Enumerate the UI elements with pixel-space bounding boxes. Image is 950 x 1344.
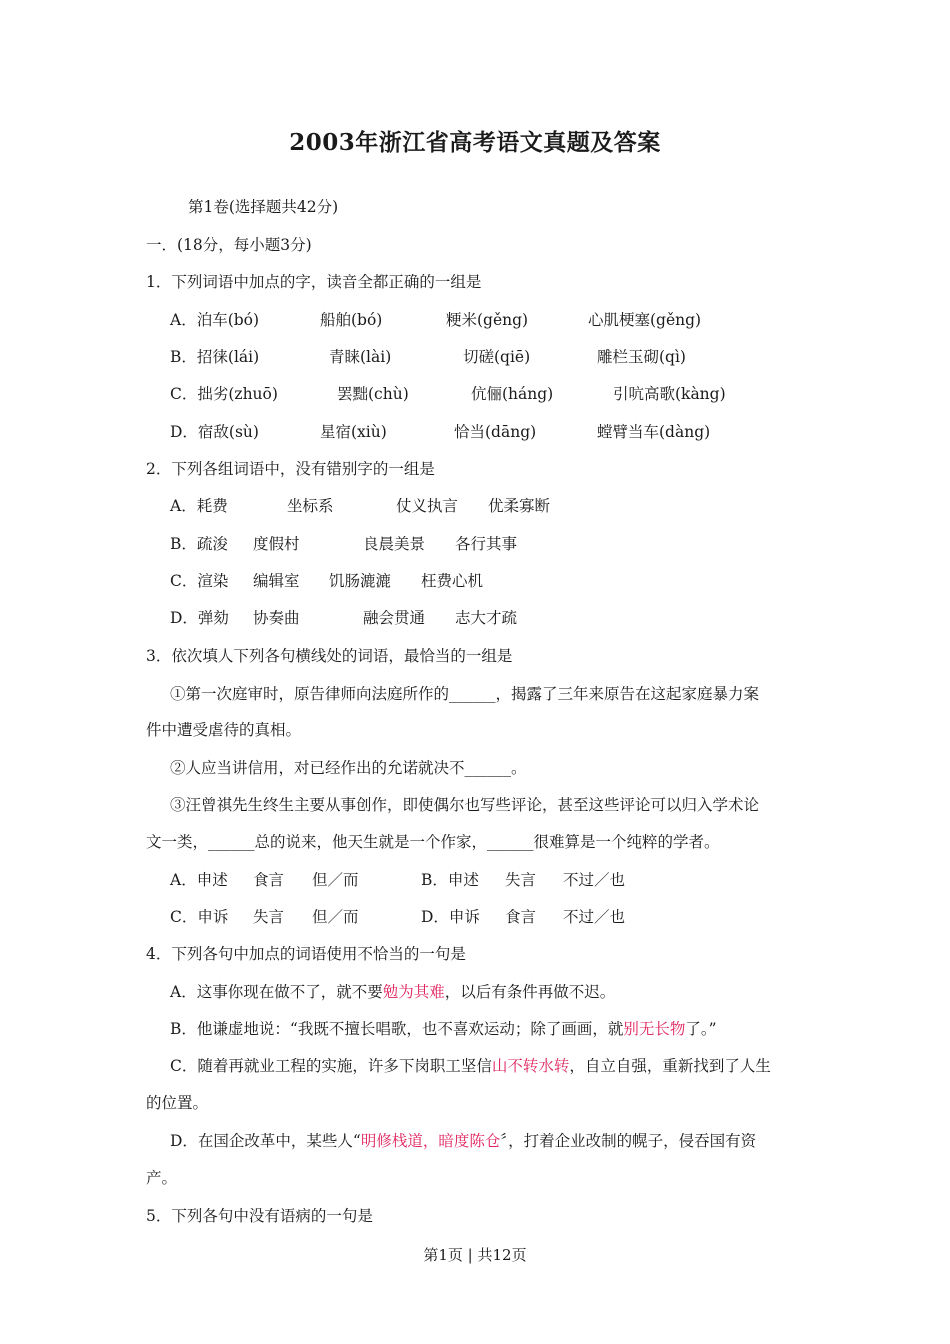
- option-cell: 枉费心机: [421, 572, 484, 590]
- question-4-option-b: [170, 1019, 717, 1039]
- option-cell: 不过／也: [563, 871, 626, 889]
- highlighted-phrase: 勉为其难: [382, 983, 445, 1001]
- highlighted-phrase: 别无长物: [623, 1020, 686, 1038]
- question-4-option-c: [170, 1056, 771, 1076]
- option-cell: A．泊车(bó): [170, 311, 260, 329]
- page-title: 2003年浙江省高考语文真题及答案: [289, 129, 661, 156]
- option-cell: 融会贯通: [363, 609, 426, 627]
- option-cell: 切磋(qiē): [463, 348, 531, 366]
- option-cell: 饥肠漉漉: [329, 572, 392, 590]
- option-cell: B．申述: [421, 871, 479, 889]
- option-cell: 食言: [253, 871, 285, 889]
- part-heading: 一．(18分，每小题3分): [146, 236, 312, 254]
- question-3-sentence-3-cont: 文一类，______总的说来，他天生就是一个作家，______很难算是一个纯粹的学者。: [146, 833, 720, 851]
- question-3-option-row-2: [170, 907, 870, 927]
- option-cell: A．申述: [170, 871, 228, 889]
- question-4-option-d-cont: 产。: [146, 1169, 178, 1187]
- option-cell: 罢黜(chù): [337, 385, 409, 403]
- highlighted-phrase: 山不转水转: [491, 1057, 570, 1075]
- option-cell: 失言: [505, 871, 537, 889]
- option-cell: A．耗费: [170, 497, 228, 515]
- question-1-stem: 1．下列词语中加点的字，读音全都正确的一组是: [146, 273, 482, 291]
- option-cell: 恰当(dāng): [454, 423, 537, 441]
- question-3-stem: 3．依次填人下列各句横线处的词语，最恰当的一组是: [146, 647, 513, 665]
- option-cell: 伉俪(háng): [471, 385, 554, 403]
- option-cell: 星宿(xiù): [320, 423, 387, 441]
- option-cell: 度假村: [253, 535, 300, 553]
- option-text: ，自立自强，重新找到了人生: [569, 1057, 771, 1075]
- option-cell: 心肌梗塞(gěng): [588, 311, 702, 329]
- question-4-option-c-cont: 的位置。: [146, 1094, 209, 1112]
- option-cell: 志大才疏: [455, 609, 518, 627]
- option-cell: B．疏浚: [170, 535, 228, 553]
- page-footer: 第1页 | 共12页: [423, 1246, 527, 1264]
- question-2-option-d: [170, 608, 870, 628]
- option-cell: 优柔寡断: [488, 497, 551, 515]
- option-cell: D．申诉: [421, 908, 480, 926]
- option-cell: 仗义执言: [396, 497, 459, 515]
- option-cell: 青睐(lài): [329, 348, 392, 366]
- option-cell: 良晨美景: [363, 535, 426, 553]
- option-cell: D．弹劾: [170, 609, 229, 627]
- option-cell: 螳臂当车(dàng): [597, 423, 711, 441]
- option-cell: 坐标系: [287, 497, 334, 515]
- option-cell: 但／而: [312, 871, 359, 889]
- option-cell: 协奏曲: [253, 609, 300, 627]
- option-cell: B．招徕(lái): [170, 348, 260, 366]
- option-text: ，以后有条件再做不迟。: [444, 983, 616, 1001]
- highlighted-phrase: 明修栈道，暗度陈仓: [360, 1132, 501, 1150]
- option-text: C．随着再就业工程的实施，许多下岗职工坚信: [170, 1057, 492, 1075]
- question-1-option-d: [170, 422, 870, 442]
- question-2-stem: 2．下列各组词语中，没有错别字的一组是: [146, 460, 435, 478]
- option-cell: C．申诉: [170, 908, 229, 926]
- option-cell: 但／而: [312, 908, 359, 926]
- question-3-sentence-1-cont: 件中遭受虐待的真相。: [146, 721, 302, 739]
- question-3-sentence-2: ②人应当讲信用，对已经作出的允诺就决不______。: [170, 759, 527, 777]
- question-3-sentence-3: ③汪曾祺先生终生主要从事创作，即使偶尔也写些评论，甚至这些评论可以归入学术论: [170, 796, 760, 814]
- option-cell: C．渲染: [170, 572, 229, 590]
- option-cell: 雕栏玉砌(qì): [597, 348, 686, 366]
- option-cell: 粳米(gěng): [446, 311, 529, 329]
- question-3-option-row-1: [170, 870, 870, 890]
- question-1-option-c: [170, 384, 870, 404]
- question-2-option-c: [170, 571, 870, 591]
- option-text: B．他谦虚地说：“我既不擅长唱歌，也不喜欢运动；除了画画，就: [170, 1020, 624, 1038]
- question-3-sentence-1: ①第一次庭审时，原告律师向法庭所作的______，揭露了三年来原告在这起家庭暴力案: [170, 685, 760, 703]
- option-cell: 不过／也: [563, 908, 626, 926]
- option-cell: C．拙劣(zhuō): [170, 385, 278, 403]
- option-text: A．这事你现在做不了，就不要: [170, 983, 383, 1001]
- option-cell: D．宿敌(sù): [170, 423, 259, 441]
- question-5-stem: 5．下列各句中没有语病的一句是: [146, 1207, 373, 1225]
- option-cell: 编辑室: [253, 572, 300, 590]
- question-2-option-a: [170, 496, 870, 516]
- question-2-option-b: [170, 534, 870, 554]
- question-1-option-a: [170, 310, 870, 330]
- option-cell: 船舶(bó): [320, 311, 383, 329]
- option-cell: 引吭高歌(kàng): [613, 385, 726, 403]
- question-4-stem: 4．下列各句中加点的词语使用不恰当的一句是: [146, 945, 466, 963]
- option-cell: 各行其事: [455, 535, 518, 553]
- option-text: 〞，打着企业改制的幌子，侵吞国有资: [500, 1132, 757, 1150]
- section-heading: 第1卷(选择题共42分): [188, 198, 339, 216]
- question-1-option-b: [170, 347, 870, 367]
- option-text: D．在国企改革中，某些人“: [170, 1132, 361, 1150]
- option-text: 了。”: [685, 1020, 717, 1038]
- option-cell: 失言: [253, 908, 285, 926]
- question-4-option-d: [170, 1131, 756, 1151]
- question-4-option-a: [170, 982, 615, 1002]
- option-cell: 食言: [505, 908, 537, 926]
